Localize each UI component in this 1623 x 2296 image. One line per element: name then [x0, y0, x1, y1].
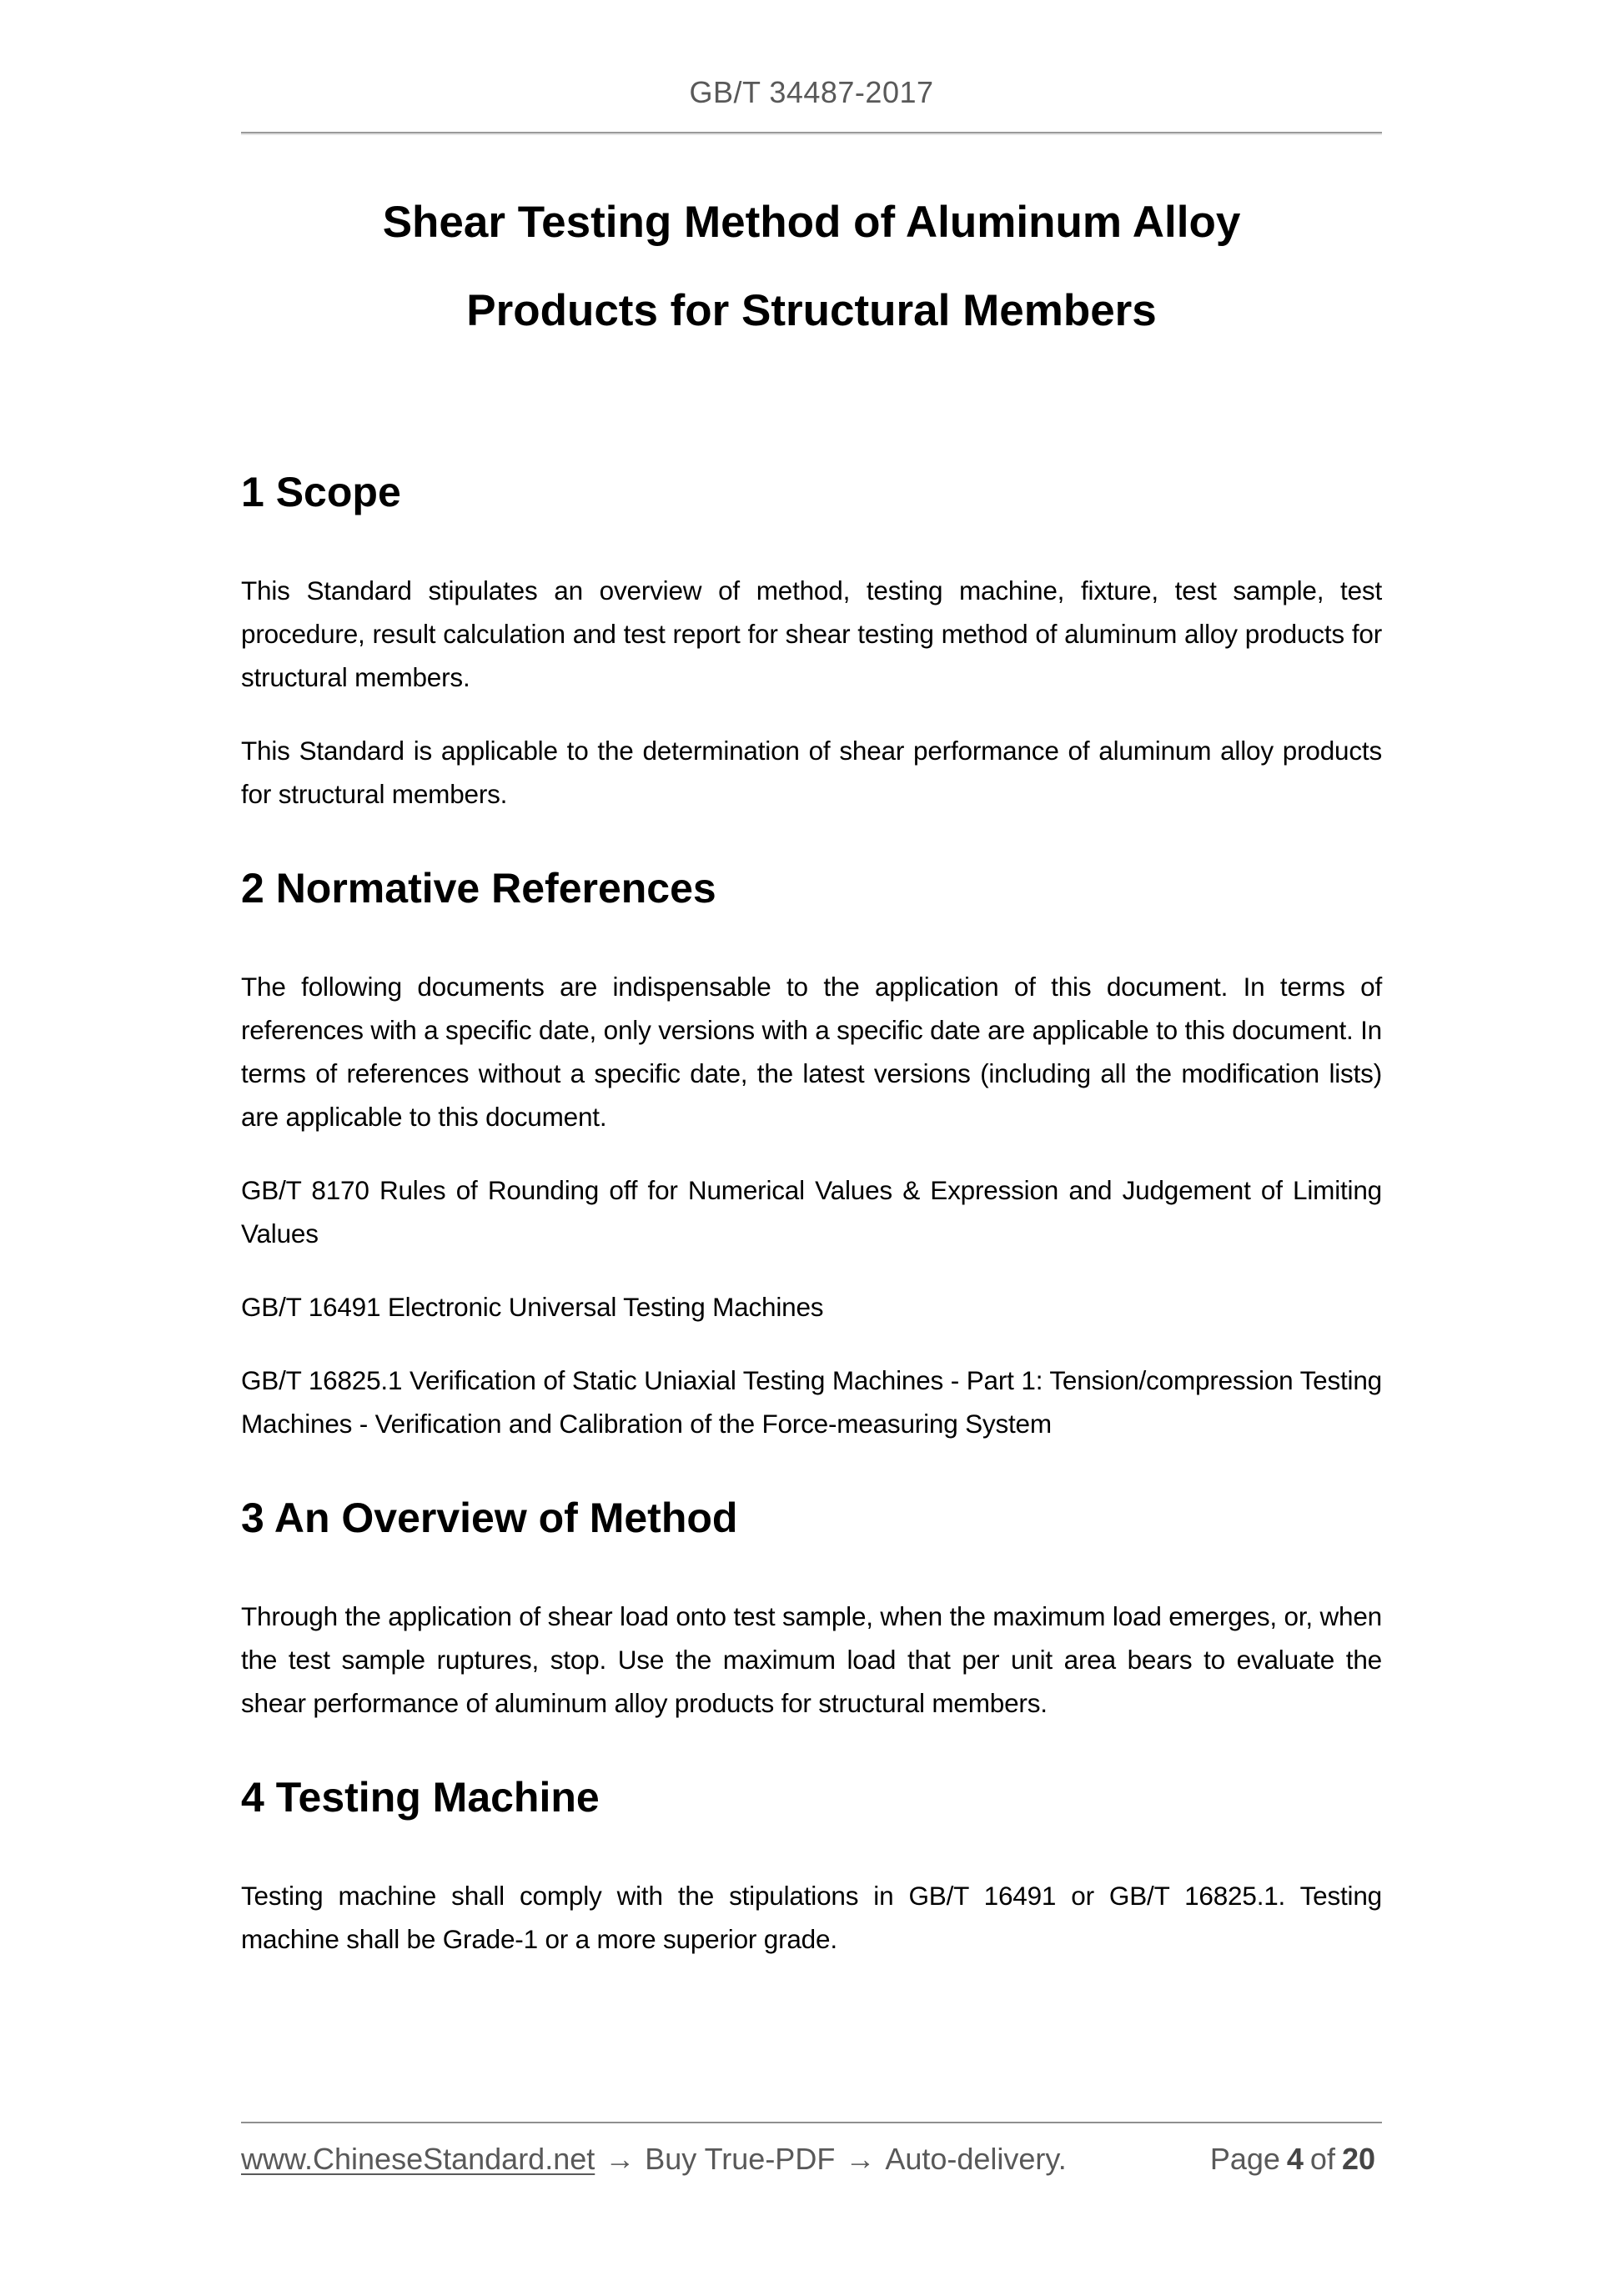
header-doc-number: GB/T 34487-2017: [689, 75, 934, 109]
footer: [241, 2142, 1382, 2177]
paragraph: This Standard is applicable to the determination of shear performance of aluminum alloy products for structural members.: [241, 736, 1382, 809]
document-content: [241, 133, 1382, 1991]
section-testing-machine: [241, 1772, 1382, 1961]
auto-delivery-text: Auto-delivery.: [885, 2142, 1067, 2176]
doc-title-line-1: Shear Testing Method of Aluminum Alloy: [382, 198, 1241, 247]
section-heading-overview-of-method: 3 An Overview of Method: [241, 1495, 738, 1541]
paragraph: This Standard stipulates an overview of method, testing machine, fixture, test sample, test procedure, result calculation and test report for shear testing method of aluminum alloy products for structural members.: [241, 575, 1382, 692]
page-indicator: [1210, 2142, 1382, 2177]
page-of-label: of: [1309, 2142, 1335, 2176]
section-heading-scope: 1 Scope: [241, 469, 401, 515]
arrow-right-icon: →: [845, 2142, 876, 2176]
paragraph: Through the application of shear load onto test sample, when the maximum load emerges, or, when the test sample ruptures, stop. Use the maximum load that per unit area bears to evaluate the shear performance of aluminum alloy products for structural members.: [241, 1601, 1382, 1718]
reference-item: GB/T 16825.1 Verification of Static Uniaxial Testing Machines - Part 1: Tension/compression Testing Machines - Verification and Calibration of the Force-measuring System: [241, 1365, 1382, 1439]
page-number-total: 20: [1341, 2142, 1375, 2176]
section-overview-of-method: [241, 1493, 1382, 1725]
reference-item: GB/T 16491 Electronic Universal Testing Machines: [241, 1292, 824, 1322]
paragraph: The following documents are indispensable to the application of this document. In terms of references with a specific date, only versions with a specific date are applicable to this document. In terms of references without a specific date, the latest versions (including all the modification lists) are applicable to this document.: [241, 972, 1382, 1132]
arrow-right-icon: →: [605, 2142, 636, 2176]
section-normative-references: [241, 863, 1382, 1445]
page-number-current: 4: [1286, 2142, 1304, 2176]
buy-true-pdf-text: Buy True-PDF: [645, 2142, 836, 2176]
section-heading-normative-references: 2 Normative References: [241, 865, 716, 912]
footer-link[interactable]: www.ChineseStandard.net: [241, 2142, 595, 2176]
section-heading-testing-machine: 4 Testing Machine: [241, 1774, 600, 1821]
page-label: Page: [1209, 2142, 1280, 2176]
doc-title-line-2: Products for Structural Members: [466, 286, 1157, 335]
footer-left: [241, 2142, 1067, 2177]
reference-item: GB/T 8170 Rules of Rounding off for Numerical Values & Expression and Judgement of Limiting Values: [241, 1175, 1382, 1248]
footer-rule: [241, 2122, 1382, 2123]
section-scope: [241, 467, 1382, 816]
paragraph: Testing machine shall comply with the stipulations in GB/T 16491 or GB/T 16825.1. Testing machine shall be Grade-1 or a more superior grade.: [241, 1881, 1382, 1954]
doc-title: [241, 178, 1382, 355]
